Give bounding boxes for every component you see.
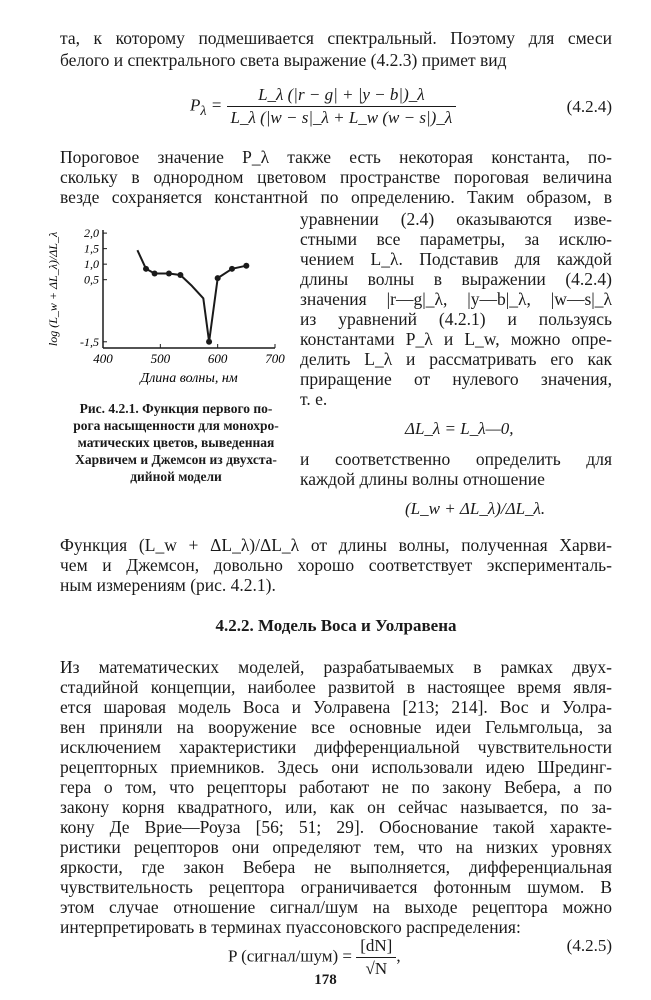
data-point [152, 270, 158, 276]
text-line: Из математических моделей, разрабатываемых в рамках двух- [60, 657, 612, 677]
equation-number: (4.2.4) [566, 97, 612, 116]
x-tick-label: 500 [150, 351, 171, 366]
text-line: кону Де Врие—Роуза [56; 51; 29]. Обоснование такой характе- [60, 817, 612, 837]
equation-4-2-4: $P_\lambda$ = $\frac{L\_\lambda (|r - g| + |y - b|)\_\lambda}{L\_\lambda (|w - s|\_\lambda + L\_w (w - s|)\_\lambda}$ [190, 85, 456, 128]
equation-number: (4.2.5) [566, 936, 612, 955]
equation-4-2-5: P (сигнал/шум) = $\frac{[dN]}{√N}$ , [228, 936, 401, 978]
text-line: везде сохраняется константной по определению. Таким образом, в [60, 187, 612, 207]
text-line: ристики рецепторов они определяют тем, что на низких уровнях [60, 837, 612, 857]
data-point [243, 263, 249, 269]
y-tick-label: 0,5 [84, 272, 99, 287]
series-line [137, 250, 246, 342]
x-tick-label: 600 [207, 351, 228, 366]
data-point [206, 339, 212, 345]
data-point [166, 270, 172, 276]
equation-denominator: L_λ (|w − s|_λ + L_w (w − s|)_λ [230, 108, 453, 127]
equation-delta: ΔL_λ = L_λ—0, [405, 419, 514, 438]
text-line: рецепторных приемников. Здесь они использовали идею Шрединг- [60, 757, 612, 777]
text-line: яркости, где закон Вебера не выполняется, дифференциальная [60, 857, 612, 877]
text-line: закону корня квадратного, или, как он сейчас называется, по за- [60, 797, 612, 817]
text-line: и соответственно определить для [300, 449, 612, 469]
text-line: делить L_λ и рассматривать его как [300, 349, 612, 369]
text-line: уравнении (2.4) оказываются изве- [300, 209, 612, 229]
equation-denominator: √N [365, 959, 388, 978]
x-axis-label: Длина волны, нм [140, 371, 238, 386]
y-tick-label: 1,0 [84, 257, 99, 272]
y-tick-label: -1,5 [80, 334, 99, 349]
section-heading: 4.2.2. Модель Воса и Уолравена [215, 616, 457, 635]
text-line: т. е. [300, 389, 328, 409]
text-line: чувствительность рецептора ограничивается фотонным шумом. В [60, 877, 612, 897]
text-line: Функция (L_w + ΔL_λ)/ΔL_λ от длины волны, полученная Харви- [60, 535, 612, 555]
equation-lhs: P (сигнал/шум) = [228, 946, 357, 966]
data-point [215, 275, 221, 281]
text-line: исключением характеристики дифференциальной чувствительности [60, 737, 612, 757]
text-line: каждой длины волны отношение [300, 469, 545, 489]
text-line: гера о том, что рецепторы работают не по закону Вебера, а по [60, 777, 612, 797]
text-line: ется шаровая модель Воса и Уолравена [213; 214]. Вос и Уолра- [60, 697, 612, 717]
y-axis-label: log (L_w + ΔL_λ)/ΔL_λ [46, 231, 60, 347]
text-line: из уравнений (4.2.1) и пользуясь [300, 309, 612, 329]
equation-ratio: (L_w + ΔL_λ)/ΔL_λ. [405, 499, 546, 518]
text-line: константами P_λ и L_w, можно опре- [300, 329, 612, 349]
text-line: приращение от нулевого значения, [300, 369, 612, 389]
text-line: Пороговое значение P_λ также есть некоторая константа, по- [60, 147, 612, 167]
text-line: ным измерениям (рис. 4.2.1). [60, 575, 276, 595]
text-line: скольку в однородном цветовом пространстве пороговая величина [60, 167, 612, 187]
text-line: длины волны в выражении (4.2.4) [300, 269, 612, 289]
data-point [143, 266, 149, 272]
equation-numerator: L_λ (|r − g| + |y − b|)_λ [227, 85, 457, 107]
text-line: стадийной концепции, наиболее развитой в настоящее время явля- [60, 677, 612, 697]
text-line: белого и спектрального света выражение (4.2.3) примет вид [60, 50, 507, 70]
text-line: вен приняли на вооружение все основные идеи Гельмгольца, за [60, 717, 612, 737]
text-line: стными все параметры, за исклю- [300, 229, 612, 249]
text-line: значения |r—g|_λ, |y—b|_λ, |w—s|_λ [300, 289, 612, 309]
page-number: 178 [314, 972, 337, 988]
text-line: этом случае отношение сигнал/шум на выходе рецептора можно [60, 897, 612, 917]
x-tick-label: 400 [93, 351, 113, 366]
y-tick-label: 2,0 [84, 226, 99, 241]
text-line: та, к которому подмешивается спектральный. Поэтому для смеси [60, 28, 612, 48]
figure-chart [35, 220, 295, 395]
figure-caption: Рис. 4.2.1. Функция первого по- рога насыщенности для монохро- матических цветов, выведенная Харвичем и Джемсон из двухста- дийной модели [73, 401, 279, 484]
equation-numerator: [dN] [356, 936, 396, 958]
text-line: чением L_λ. Подставив для каждой [300, 249, 612, 269]
y-tick-label: 1,5 [84, 241, 99, 256]
text-line: чем и Джемсон, довольно хорошо соответствует эксперименталь- [60, 555, 612, 575]
text-line: интерпретировать в терминах пуассоновского распределения: [60, 917, 521, 937]
data-point [229, 266, 235, 272]
data-point [177, 272, 183, 278]
x-tick-label: 700 [265, 351, 285, 366]
